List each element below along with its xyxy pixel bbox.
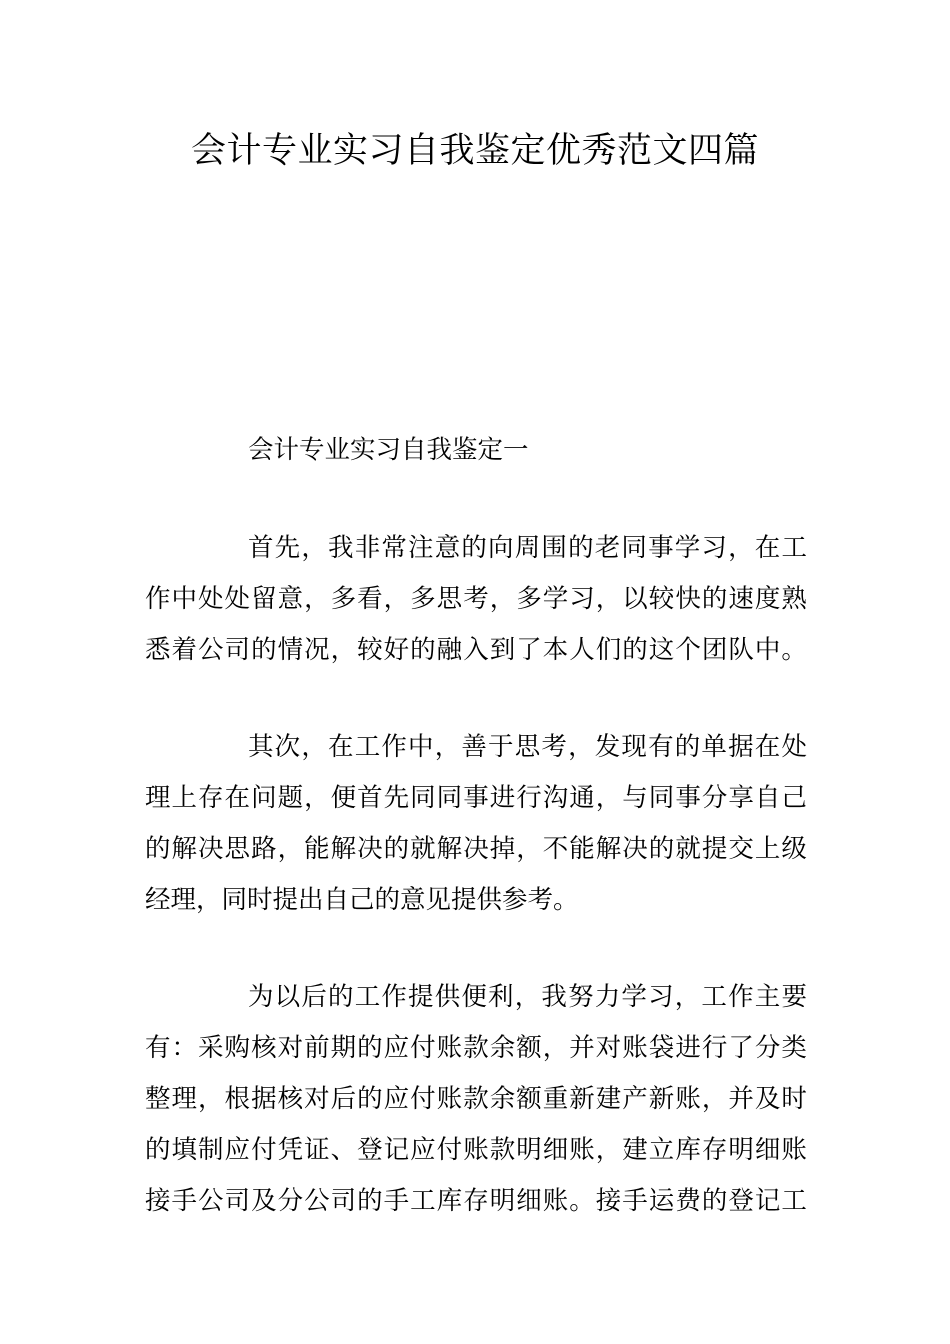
paragraph-2 [145,722,807,926]
document-title: 会计专业实习自我鉴定优秀范文四篇 [190,131,759,171]
paragraph-line: 有 ： 采 购 核 对 前 期 的 应 付 账 款 余 额 ， 并 对 账 袋 进 行 了 分 类 [145,1033,807,1063]
paragraph-line: 接 手 公 司 及 分 公 司 的 手 工 库 存 明 细 账 。 接 手 运 费 的 登 记 工 [145,1186,807,1216]
paragraph-line: 作 中 处 处 留 意 ， 多 看 ， 多 思 考 ， 多 学 习 ， 以 较 快 的 速 度 熟 [145,584,807,614]
paragraph-line: 经理，同时提出自己的意见提供参考。 [145,885,579,915]
paragraph-line: 理 上 存 在 问 题 ， 便 首 先 同 同 事 进 行 沟 通 ， 与 同 事 分 享 自 己 [145,783,807,813]
paragraph-3 [145,972,807,1227]
paragraph-line: 的 解 决 思 路 ， 能 解 决 的 就 解 决 掉 ， 不 能 解 决 的 就 提 交 上 级 [145,834,807,864]
section-heading: 会计专业实习自我鉴定一 [248,435,529,465]
paragraph-line: 悉 着 公 司 的 情 况 ， 较 好 的 融 入 到 了 本 人 们 的 这 个 团 队 中 。 [145,635,807,665]
paragraph-line: 其 次 ， 在 工 作 中 ， 善 于 思 考 ， 发 现 有 的 单 据 在 处 [248,732,807,762]
paragraph-line: 的 填 制 应 付 凭 证 、 登 记 应 付 账 款 明 细 账 ， 建 立 库 存 明 细 账 [145,1135,807,1165]
paragraph-1 [145,523,807,676]
paragraph-line: 首 先 ， 我 非 常 注 意 的 向 周 围 的 老 同 事 学 习 ， 在 工 [248,533,807,563]
paragraph-line: 整 理 ， 根 据 核 对 后 的 应 付 账 款 余 额 重 新 建 产 新 账 ， 并 及 时 [145,1084,807,1114]
paragraph-line: 为 以 后 的 工 作 提 供 便 利 ， 我 努 力 学 习 ， 工 作 主 要 [248,982,807,1012]
